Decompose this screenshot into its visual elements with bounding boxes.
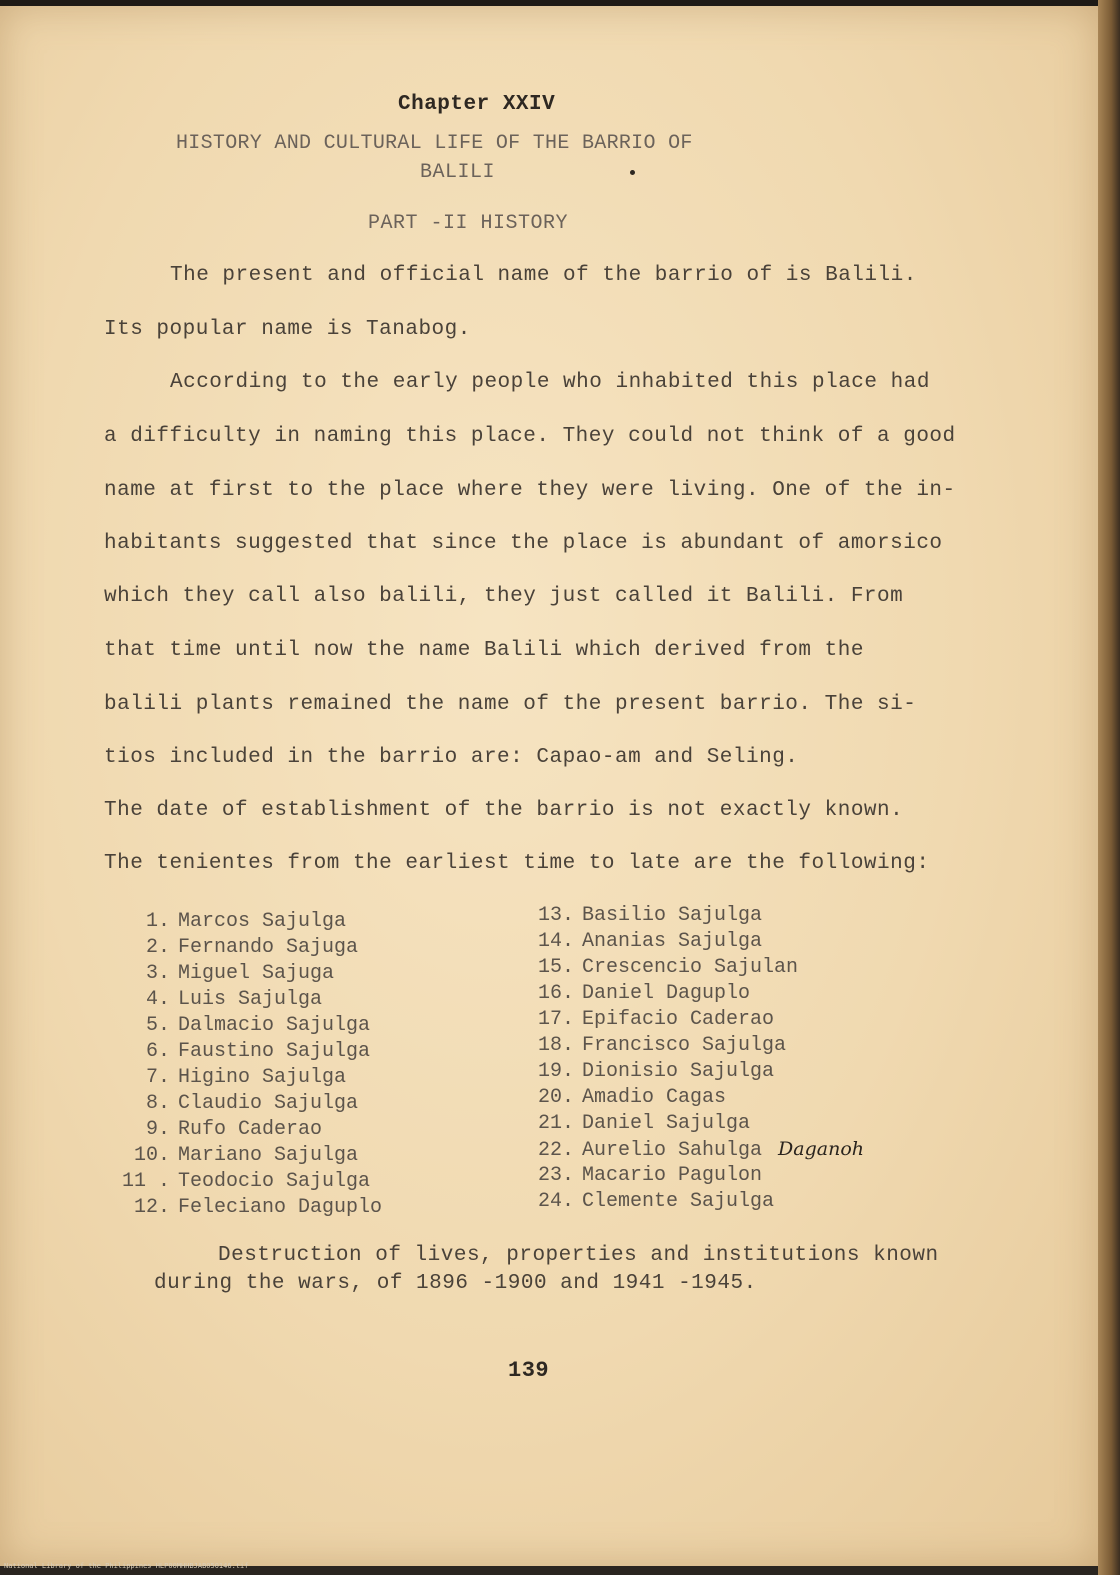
closing-line-2: during the wars, of 1896 -1900 and 1941 -1945.: [154, 1272, 757, 1295]
list-item: 5. Dalmacio Sajulga: [145, 1014, 371, 1037]
paragraph-line: The date of establishment of the barrio is not exactly known.: [104, 799, 904, 822]
list-item: 4. Luis Sajulga: [145, 988, 323, 1011]
paragraph-line: The present and official name of the barrio of is Balili.: [170, 264, 917, 287]
paragraph-line: habitants suggested that since the place is abundant of amorsico: [104, 532, 943, 555]
list-item: 12. Feleciano Daguplo: [133, 1196, 383, 1219]
list-item: 17. Epifacio Caderao: [537, 1008, 775, 1031]
list-item: 2. Fernando Sajuga: [145, 936, 359, 959]
list-item: 9. Rufo Caderao: [145, 1118, 323, 1141]
paragraph-line: According to the early people who inhabited this place had: [170, 371, 930, 394]
list-item: 6. Faustino Sajulga: [145, 1040, 371, 1063]
list-item: 7. Higino Sajulga: [145, 1066, 347, 1089]
paragraph-line: balili plants remained the name of the present barrio. The si-: [104, 693, 917, 716]
scan-right-edge: [1098, 0, 1120, 1575]
paragraph-line: name at first to the place where they were living. One of the in-: [104, 479, 956, 502]
part-heading: PART -II HISTORY: [368, 212, 569, 235]
paragraph-line: a difficulty in naming this place. They could not think of a good: [104, 425, 956, 448]
list-item: 1. Marcos Sajulga: [145, 910, 347, 933]
paragraph-line: The tenientes from the earliest time to late are the following:: [104, 852, 930, 875]
list-item: 20. Amadio Cagas: [537, 1086, 727, 1109]
title-line-1: HISTORY AND CULTURAL LIFE OF THE BARRIO OF: [176, 132, 693, 155]
list-item: 15. Crescencio Sajulan: [537, 956, 799, 979]
document-page: [0, 6, 1098, 1566]
list-item: 14. Ananias Sajulga: [537, 930, 763, 953]
list-item: 24. Clemente Sajulga: [537, 1190, 775, 1213]
list-item: 13. Basilio Sajulga: [537, 904, 763, 927]
scan-footer: National Library of the Philippines HLP00MHHBJAB050146.tif: [4, 1562, 249, 1570]
list-item: 18. Francisco Sajulga: [537, 1034, 787, 1057]
list-item: 8. Claudio Sajulga: [145, 1092, 359, 1115]
chapter-heading: Chapter XXIV: [398, 93, 556, 116]
paragraph-line: Its popular name is Tanabog.: [104, 318, 471, 341]
list-item: 19. Dionisio Sajulga: [537, 1060, 775, 1083]
list-item: 11 . Teodocio Sajulga: [121, 1170, 371, 1193]
list-item: 22. Aurelio Sahulga Daganoh: [537, 1138, 864, 1162]
tenientes-list-right: [526, 904, 864, 1216]
list-item: 16. Daniel Daguplo: [537, 982, 751, 1005]
title-line-2: BALILI: [420, 161, 496, 184]
closing-line-1: Destruction of lives, properties and institutions known: [218, 1244, 939, 1267]
ink-dot: [630, 170, 635, 175]
page-number: 139: [508, 1358, 550, 1383]
paragraph-line: tios included in the barrio are: Capao-am and Seling.: [104, 746, 799, 769]
paragraph-line: that time until now the name Balili which derived from the: [104, 639, 864, 662]
list-item: 23. Macario Pagulon: [537, 1164, 763, 1187]
list-item: 10. Mariano Sajulga: [133, 1144, 359, 1167]
handwritten-note: Daganoh: [778, 1138, 864, 1160]
list-item: 3. Miguel Sajuga: [145, 962, 335, 985]
paragraph-line: which they call also balili, they just called it Balili. From: [104, 585, 904, 608]
tenientes-list-left: [116, 910, 382, 1222]
list-item: 21. Daniel Sajulga: [537, 1112, 751, 1135]
